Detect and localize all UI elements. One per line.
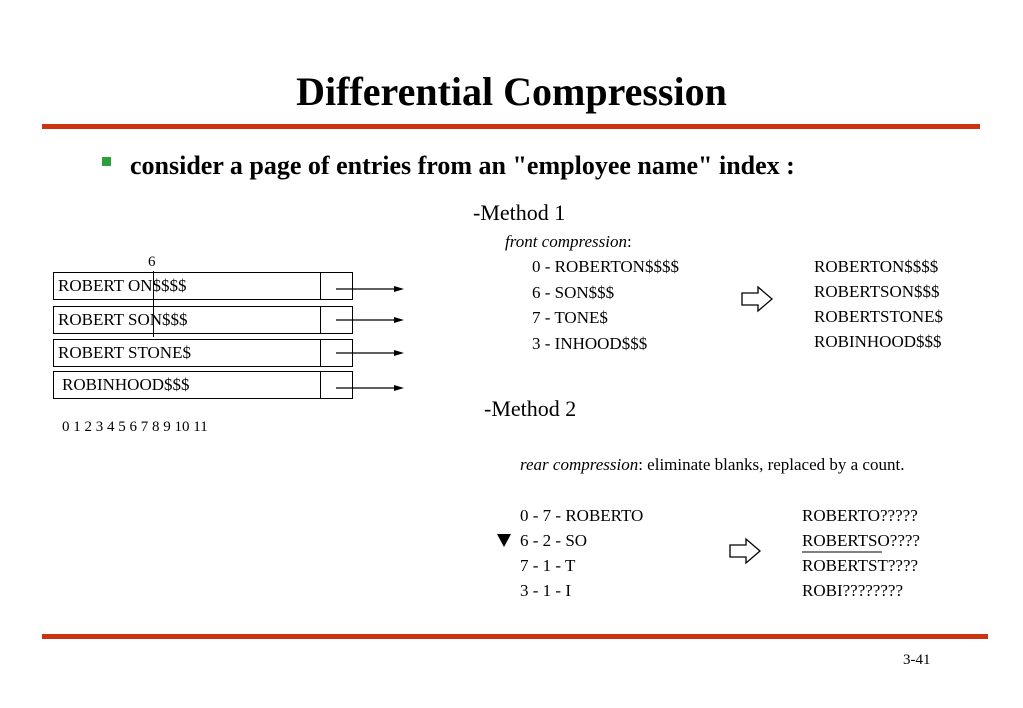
arrow-head-icon xyxy=(394,385,404,391)
method2-result: ROBERTO????? xyxy=(802,506,918,525)
method1-result: ROBERTSTONE$ xyxy=(814,307,944,326)
entry-suffix: SON$$$ xyxy=(127,310,188,329)
method1-label: front compression: xyxy=(505,232,632,251)
method1-result: ROBINHOOD$$$ xyxy=(814,332,942,351)
entry-suffix: ON$$$$ xyxy=(127,276,187,295)
method2-entry: 7 - 1 - T xyxy=(520,556,576,575)
method2-result: ROBERTST???? xyxy=(802,556,919,575)
method1-result: ROBERTON$$$$ xyxy=(814,257,939,276)
method1-entry: 3 - INHOOD$$$ xyxy=(532,334,648,353)
implies-arrow-icon xyxy=(742,287,772,311)
entry-prefix: ROBERT xyxy=(58,343,128,362)
footer-divider xyxy=(42,634,988,639)
entry-prefix: ROBERT xyxy=(58,276,128,295)
down-triangle-icon xyxy=(497,534,511,547)
method1-result: ROBERTSON$$$ xyxy=(814,282,940,301)
entry-suffix: ROBINHOOD$$$ xyxy=(62,375,190,394)
entry-prefix: ROBERT xyxy=(58,310,128,329)
method2-entry: 6 - 2 - SO xyxy=(520,531,588,550)
method2-heading: -Method 2 xyxy=(484,396,577,421)
arrow-head-icon xyxy=(394,286,404,292)
method1-heading: -Method 1 xyxy=(473,200,566,225)
method2-result: ROBERTSO???? xyxy=(802,531,920,550)
method1-entry: 0 - ROBERTON$$$$ xyxy=(532,257,679,276)
implies-arrow-icon xyxy=(730,539,760,563)
method2-label: rear compression: eliminate blanks, replaced by a count. xyxy=(520,455,905,474)
method2-result: ROBI???????? xyxy=(802,581,903,600)
arrow-head-icon xyxy=(394,350,404,356)
entry-suffix: STONE$ xyxy=(127,343,191,362)
arrow-head-icon xyxy=(394,317,404,323)
method1-entry: 7 - TONE$ xyxy=(532,308,608,327)
byte-scale: 0 1 2 3 4 5 6 7 8 9 10 11 xyxy=(62,419,208,435)
method1-entry: 6 - SON$$$ xyxy=(532,283,615,302)
method2-entry: 0 - 7 - ROBERTO xyxy=(520,506,644,525)
slide-title: Differential Compression xyxy=(296,69,727,114)
method2-entry: 3 - 1 - I xyxy=(520,581,571,600)
bullet-text: consider a page of entries from an "employee name" index : xyxy=(130,151,795,180)
offset-label: 6 xyxy=(148,254,156,270)
page-number: 3-41 xyxy=(903,652,931,668)
